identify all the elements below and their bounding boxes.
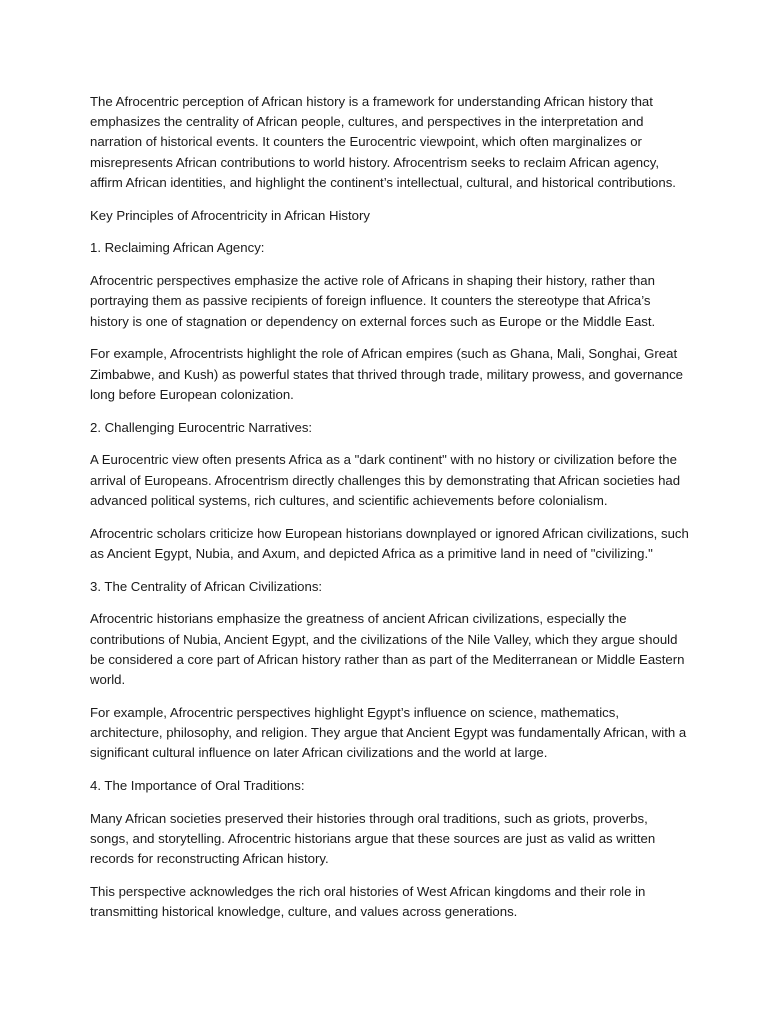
intro-paragraph: The Afrocentric perception of African history is a framework for understanding African history that emphasizes the centrality of African people, cultures, and perspectives in the interpretation and narration of historical events. It counters the Eurocentric viewpoint, which often marginalizes or misrepresents African contributions to world history. Afrocentrism seeks to reclaim African agency, affirm African identities, and highlight the continent’s intellectual, cultural, and historical contributions. (90, 94, 676, 190)
principle-heading-4: 4. The Importance of Oral Traditions: (90, 778, 305, 794)
principle-heading-2: 2. Challenging Eurocentric Narratives: (90, 419, 313, 435)
body-paragraph: Afrocentric perspectives emphasize the active role of Africans in shaping their history, rather than portraying them as passive recipients of foreign influence. It counters the stereotype that Africa’s history is one of stagnation or dependency on external forces such as Europe or the Middle East. (90, 273, 656, 329)
body-paragraph: For example, Afrocentrists highlight the role of African empires (such as Ghana, Mali, Songhai, Great Zimbabwe, and Kush) as powerful states that thrived through trade, military prowess, and governance long before European colonization. (90, 346, 684, 402)
principle-heading-1: 1. Reclaiming African Agency: (90, 240, 265, 256)
body-paragraph: Afrocentric historians emphasize the greatness of ancient African civilizations, especially the contributions of Nubia, Ancient Egypt, and the civilizations of the Nile Valley, which they argue should be considered a core part of African history rather than as part of the Mediterranean or Middle Eastern world. (90, 611, 685, 688)
body-paragraph: For example, Afrocentric perspectives highlight Egypt’s influence on science, mathematics, architecture, philosophy, and religion. They argue that Ancient Egypt was fundamentally African, with a significant cultural influence on later African civilizations and the world at large. (90, 704, 687, 761)
body-paragraph: A Eurocentric view often presents Africa as a "dark continent" with no history or civilization before the arrival of Europeans. Afrocentrism directly challenges this by demonstrating that African societies had advanced political systems, rich cultures, and scientific achievements before colonialism. (90, 452, 681, 508)
document-page (90, 92, 690, 935)
section-heading: Key Principles of Afrocentricity in African History (90, 207, 370, 223)
body-paragraph: Many African societies preserved their histories through oral traditions, such as griots, proverbs, songs, and storytelling. Afrocentric historians argue that these sources are just as valid as written records for reconstructing African history. (90, 810, 656, 867)
body-paragraph: This perspective acknowledges the rich oral histories of West African kingdoms and their role in transmitting historical knowledge, culture, and values across generations. (90, 884, 646, 920)
body-paragraph: Afrocentric scholars criticize how European historians downplayed or ignored African civilizations, such as Ancient Egypt, Nubia, and Axum, and depicted Africa as a primitive land in need of "civilizing." (90, 525, 689, 561)
principle-heading-3: 3. The Centrality of African Civilizations: (90, 578, 323, 594)
